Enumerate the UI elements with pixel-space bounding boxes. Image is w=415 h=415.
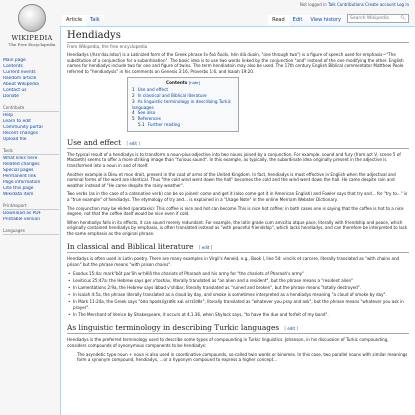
sidebar-print-title: Print/export: [3, 203, 59, 210]
page-title: Hendiadys: [67, 30, 409, 43]
section-heading-classical-literature: In classical and Biblical literature [ edit ]: [67, 242, 409, 253]
sidebar-item-help[interactable]: Help: [3, 113, 14, 118]
toc-title: Contents: [166, 80, 188, 86]
tab-talk[interactable]: Talk: [86, 15, 104, 27]
list-item: • In Lamentations 2:9a, the Hebrew says ibbad v'shibar, literally translated as "ruined and broken", but the phrase means "totally destroyed".: [67, 285, 409, 291]
page-subtitle: From Wikipedia, the free encyclopedia: [67, 44, 148, 49]
search-placeholder: Search Wikipedia: [350, 16, 389, 21]
tab-view-history[interactable]: View history: [306, 15, 345, 27]
sidebar-item-current-events[interactable]: Current events: [3, 70, 36, 75]
tab-read[interactable]: Read: [268, 15, 289, 27]
toc-hide-toggle[interactable]: [hide]: [188, 80, 200, 86]
not-logged-in-label: Not logged in: [299, 2, 327, 7]
section-heading-turkic-languages: As linguistic terminology in describing Turkic languages [ edit ]: [67, 323, 409, 334]
examples-list: [67, 271, 409, 318]
table-of-contents: [127, 77, 239, 131]
sidebar-item-recent-changes[interactable]: Recent changes: [3, 131, 39, 136]
tab-article[interactable]: Article: [62, 15, 86, 27]
block-quote: The asyndetic type noun + noun is also used in coordinative compounds, so-called twin words or binomes. In this case, two parallel nouns with similar meanings form a synonym compound, hendiadys, ...or a hyponym compound to express a higher concept...: [77, 351, 408, 363]
toc-item-turkic-languages[interactable]: 3 As linguistic terminology in describing Turkic languages: [132, 98, 232, 110]
edit-section-link[interactable]: [ edit ]: [198, 245, 213, 251]
create-account-link[interactable]: Create account: [365, 2, 396, 7]
toc-item-references[interactable]: 5 References: [132, 116, 161, 122]
edit-section-link[interactable]: [ edit ]: [126, 140, 140, 146]
toc-item-classical-literature[interactable]: 2 In classical and Biblical literature: [132, 92, 207, 98]
sidebar-item-related-changes[interactable]: Related changes: [3, 162, 40, 167]
search-icon[interactable]: 🔍︎: [400, 16, 406, 21]
sidebar-contribute-title: Contribute: [3, 105, 59, 112]
paragraph: The typical result of a hendiadys is to transform a noun-plus-adjective into two nouns joined by a conjunction. For example, sound and fury (from act V, scene 5 of Macbeth) seems to offer a more striking image than "furious sound". In this example, as typically, the subordinate idea originally present in the adjective is transformed into a noun in and of itself.: [67, 151, 401, 168]
sidebar-item-contents[interactable]: Contents: [3, 64, 23, 69]
toc-header: [132, 80, 234, 86]
talk-link[interactable]: Talk: [328, 2, 336, 7]
paragraph: Hendiadys is often used in Latin poetry. There are many examples in Virgil's Aeneid, e.g., Book I, line 54: vincils et carcere, literally translated as "with chains and prison" but the phrase means "with prison chains".: [67, 256, 400, 268]
sidebar-item-download-pdf[interactable]: Download as PDF: [3, 211, 42, 216]
paragraph: Another example is Dieu et mon droit, present in the coat of arms of the United Kingdom. In fact, hendiadys is most effective in English when the adjectival and nominal forms of the word are identical. Thus "the cold wind went down the hall" becomes the cold and the wind went down the hall. He came despite rain and weather instead of "He came despite the rainy weather".: [67, 171, 396, 188]
toc-item-use-and-effect[interactable]: 1 Use and effect: [132, 87, 169, 93]
list-item: • Exodus 15:4a: mark"bōt par'ōh wᵉḥêlô the chariots of Pharaoh and his army for "the chariots of Pharaoh's army": [67, 271, 409, 277]
sidebar-item-community-portal[interactable]: Community portal: [3, 125, 43, 130]
article-content: [60, 26, 415, 415]
log-in-link[interactable]: Log in: [396, 2, 409, 7]
list-item: • In The Merchant of Venice by Shakespeare, it occurs at 4.1.36, when Shylock says, "to have the due and forfeit of my bond".: [67, 312, 409, 318]
toc-item-see-also[interactable]: 4 See also: [132, 110, 156, 116]
sidebar-item-wikidata-item[interactable]: Wikidata item: [3, 192, 34, 197]
list-item: • Leviticus 25:47a: the Hebrew says ger v'toshav, literally translated as "an alien and a resident", but the phrase means a "resident alien": [67, 278, 409, 284]
search-input[interactable]: [347, 14, 409, 23]
sidebar-item-about[interactable]: About Wikipedia: [3, 82, 39, 87]
sidebar-tools: [3, 148, 59, 198]
sidebar-item-permanent-link[interactable]: Permanent link: [3, 174, 37, 179]
personal-tools: [296, 2, 409, 7]
edit-section-link[interactable]: [ edit ]: [284, 326, 298, 332]
paragraph: Hendiadys is the preferred terminology used to describe some types of compounding in Turkic linguistics. Johanson, in his discussion of Turkic compounding, considers compounds of synonymous components to be hendiadys:: [67, 337, 389, 348]
list-item: • In Mark 11:24a, the Greek says "ὅσα προσεύχεσθε καὶ αἰτεῖσθε", literally translated as "whatever you pray and ask", but the phrase means "whatever you ask in prayer".: [67, 299, 409, 310]
paragraph: The conjunction may be elided (parataxis): This coffee is nice and hot can become This is nice hot coffee; in both cases one is saying that the coffee is hot to a nice degree, not that the coffee itself would be nice even if cold.: [67, 205, 404, 217]
sidebar-item-upload-file[interactable]: Upload file: [3, 137, 27, 142]
sidebar-item-cite-this-page[interactable]: Cite this page: [3, 186, 34, 191]
sidebar-item-contact[interactable]: Contact us: [3, 88, 27, 93]
sidebar-item-page-information[interactable]: Page information: [3, 180, 41, 185]
sidebar-item-main-page[interactable]: Main page: [3, 58, 26, 63]
paragraph: Two verbs (as in the case of a catenative verb) can be so joined: come and get it (also come get it in American English) and Fowler says that try and... for "try to..." is a "true example" of hendiadys. The etymology of try and... is explained in a "Usage Note" in the online Merriam Webster Dictionary.: [67, 191, 408, 202]
wikipedia-logo[interactable]: [4, 2, 60, 54]
paragraph: When hendiadys falls in its effects, it can sound merely redundant. For example, the latin grade cum amicitia atque pace, literally with friendship and peace, which originally contained hendiadys by emphasis, is often translated instead as "with peaceful friendship", which lacks hendiadys, and can therefore be interpreted to lack the same emphasis as the original phrase.: [67, 219, 408, 236]
sidebar-item-special-pages[interactable]: Special pages: [3, 168, 34, 173]
sidebar-item-learn-to-edit[interactable]: Learn to edit: [3, 119, 31, 124]
sidebar-languages: [3, 228, 59, 235]
toc-item-further-reading[interactable]: 5.1 Further reading: [138, 121, 181, 127]
sidebar-tools-title: Tools: [3, 148, 59, 155]
logo-wordmark: WIKIPEDIA: [11, 34, 53, 42]
intro-paragraph: Hendiadys (/hɛnˈdaɪ.ədɪs/) is a Latinized form of the Greek phrase ἓν διὰ δυοῖν, hén dià duoîn, "one through two") is a figure of speech used for emphasis—"The substitution of a conjunction for a subordination". The basic idea is to use two words linked by the conjunction "and" instead of the one modifying the other. English names for hendiadys include two for one and figure of twins. The term hendiadoin may also be used. The 17th century English Biblical commentator Matthew Poole referred to "hendiadysis" in his comments on Genesis 3:16, Proverbs 1:6, and Isaiah 19:20.: [67, 52, 404, 74]
sidebar-languages-title: Languages: [3, 228, 59, 235]
sidebar: [3, 58, 59, 240]
section-heading-use-and-effect: Use and effect [ edit ]: [67, 138, 409, 149]
sidebar-contribute: [3, 105, 59, 143]
sidebar-main: [3, 58, 59, 100]
sidebar-item-printable-version[interactable]: Printable version: [3, 217, 40, 222]
contributions-link[interactable]: Contributions: [336, 2, 364, 7]
globe-icon: [18, 4, 46, 32]
logo-tagline: The Free Encyclopedia: [8, 42, 56, 47]
sidebar-item-donate[interactable]: Donate: [3, 94, 19, 99]
sidebar-item-what-links-here[interactable]: What links here: [3, 156, 38, 161]
sidebar-print: [3, 203, 59, 223]
list-item: • In Isaiah 4:5a, the phrase literally translated as a cloud by day, and smoke is sometimes interpreted as a hendiadys meaning "a cloud of smoke by day".: [67, 292, 409, 298]
sidebar-item-random-article[interactable]: Random article: [3, 76, 37, 81]
tab-edit[interactable]: Edit: [289, 15, 307, 27]
